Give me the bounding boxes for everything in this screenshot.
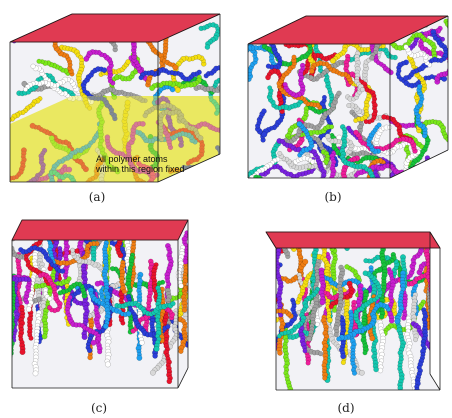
panel-b	[226, 0, 452, 195]
panel-label-a: (a)	[88, 190, 106, 204]
top-plate	[266, 232, 440, 248]
panel-a	[0, 0, 226, 195]
simulation-box-b	[226, 0, 452, 195]
simulation-box-d	[226, 210, 452, 400]
panel-label-d: (d)	[337, 401, 355, 415]
fixed-region-annotation	[96, 154, 185, 174]
panel-label-b: (b)	[324, 190, 342, 204]
panel-d	[226, 210, 452, 400]
panel-label-c: (c)	[90, 401, 108, 415]
panel-c	[0, 210, 226, 400]
annotation-line-1: All polymer atoms	[96, 154, 168, 164]
top-plate	[12, 220, 188, 240]
simulation-box-c	[0, 210, 226, 400]
annotation-line-2: within this region fixed	[96, 164, 185, 174]
